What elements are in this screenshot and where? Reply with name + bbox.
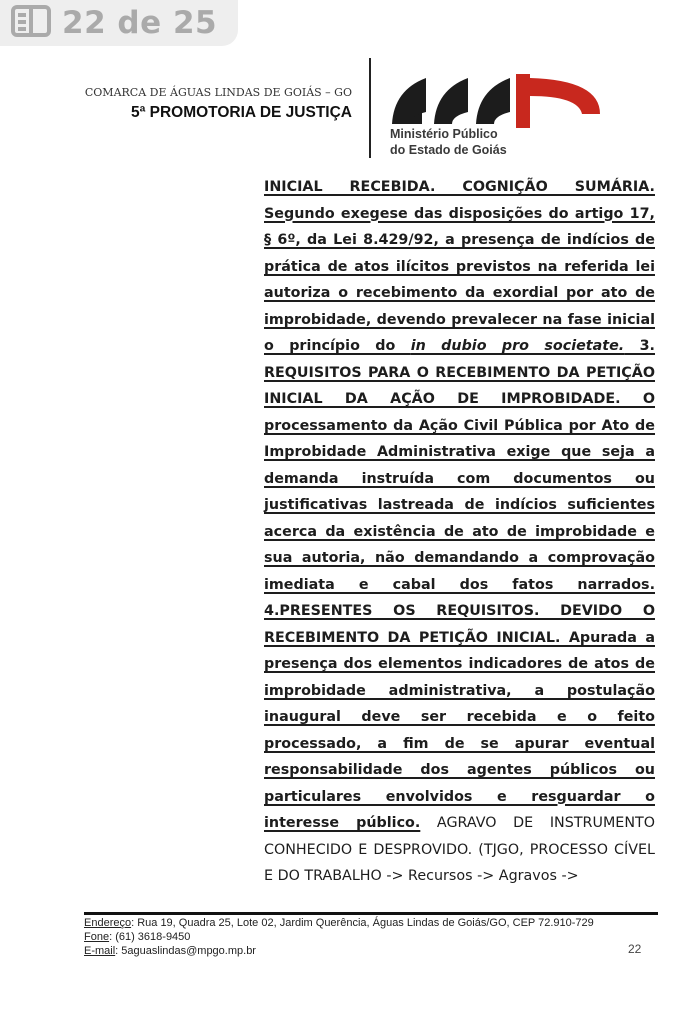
footer-phone	[84, 930, 594, 944]
footer-address	[84, 916, 594, 930]
address-value: : Rua 19, Quadra 25, Lote 02, Jardim Querência, Águas Lindas de Goiás/GO, CEP 72.910-729	[131, 917, 594, 929]
highlight-part-2: 3. REQUISITOS PARA O RECEBIMENTO DA PETIÇÃO INICIAL DA AÇÃO DE IMPROBIDADE. O processamento da Ação Civil Pública por Ato de Improbidade Administrativa exige que seja a demanda instruída com documentos ou justificativas lastreada de indícios suficientes acerca da existência de ato de improbidade e sua autoria, não demandando a comprovação imediata e cabal dos fatos narrados. 4.PRESENTES OS REQUISITOS. DEVIDO O RECEBIMENTO DA PETIÇÃO INICIAL. Apurada a presença dos elementos indicadores de atos de improbidade administrativa, a postulação inaugural deve ser recebida e o feito processado, a fim de se apurar eventual responsabilidade dos agentes públicos ou particulares envolvidos e resguardar o interesse público.	[264, 338, 655, 831]
address-label: Endereço	[84, 917, 132, 929]
highlight-italic: in dubio pro societate.	[410, 338, 625, 354]
page-indicator-text: 22 de 25	[62, 5, 218, 41]
body-paragraph	[264, 174, 655, 890]
page-indicator[interactable]	[0, 0, 238, 46]
page-number: 22	[628, 942, 642, 956]
email-value: : 5aguaslindas@mpgo.mp.br	[115, 945, 256, 957]
plain-text: AGRAVO DE INSTRUMENTO CONHECIDO E DESPROVIDO. (TJGO, PROCESSO CÍVEL E DO TRABALHO -> Recursos -> Agravos ->	[264, 815, 655, 884]
mp-goias-logo	[388, 72, 603, 162]
header-divider	[369, 58, 371, 158]
email-label: E-mail	[84, 945, 116, 957]
footer-email	[84, 944, 594, 958]
document-body	[264, 174, 655, 890]
footer-divider	[84, 912, 658, 915]
comarca-heading: COMARCA DE ÁGUAS LINDAS DE GOIÁS – GO	[84, 86, 352, 99]
book-icon	[10, 4, 52, 42]
highlighted-text	[264, 179, 655, 831]
phone-value: : (61) 3618-9450	[109, 931, 191, 943]
footer	[84, 916, 594, 958]
logo-line-2: do Estado de Goiás	[390, 143, 507, 157]
logo-line-1: Ministério Público	[390, 127, 498, 141]
promotoria-heading: 5ª PROMOTORIA DE JUSTIÇA	[130, 104, 352, 121]
highlight-part-1: INICIAL RECEBIDA. COGNIÇÃO SUMÁRIA. Segundo exegese das disposições do artigo 17, § 6º, da Lei 8.429/92, a presença de indícios de prática de atos ilícitos previstos na referida lei autoriza o recebimento da exordial por ato de improbidade, devendo prevalecer na fase inicial o princípio do	[264, 179, 655, 354]
phone-label: Fone	[84, 931, 110, 943]
